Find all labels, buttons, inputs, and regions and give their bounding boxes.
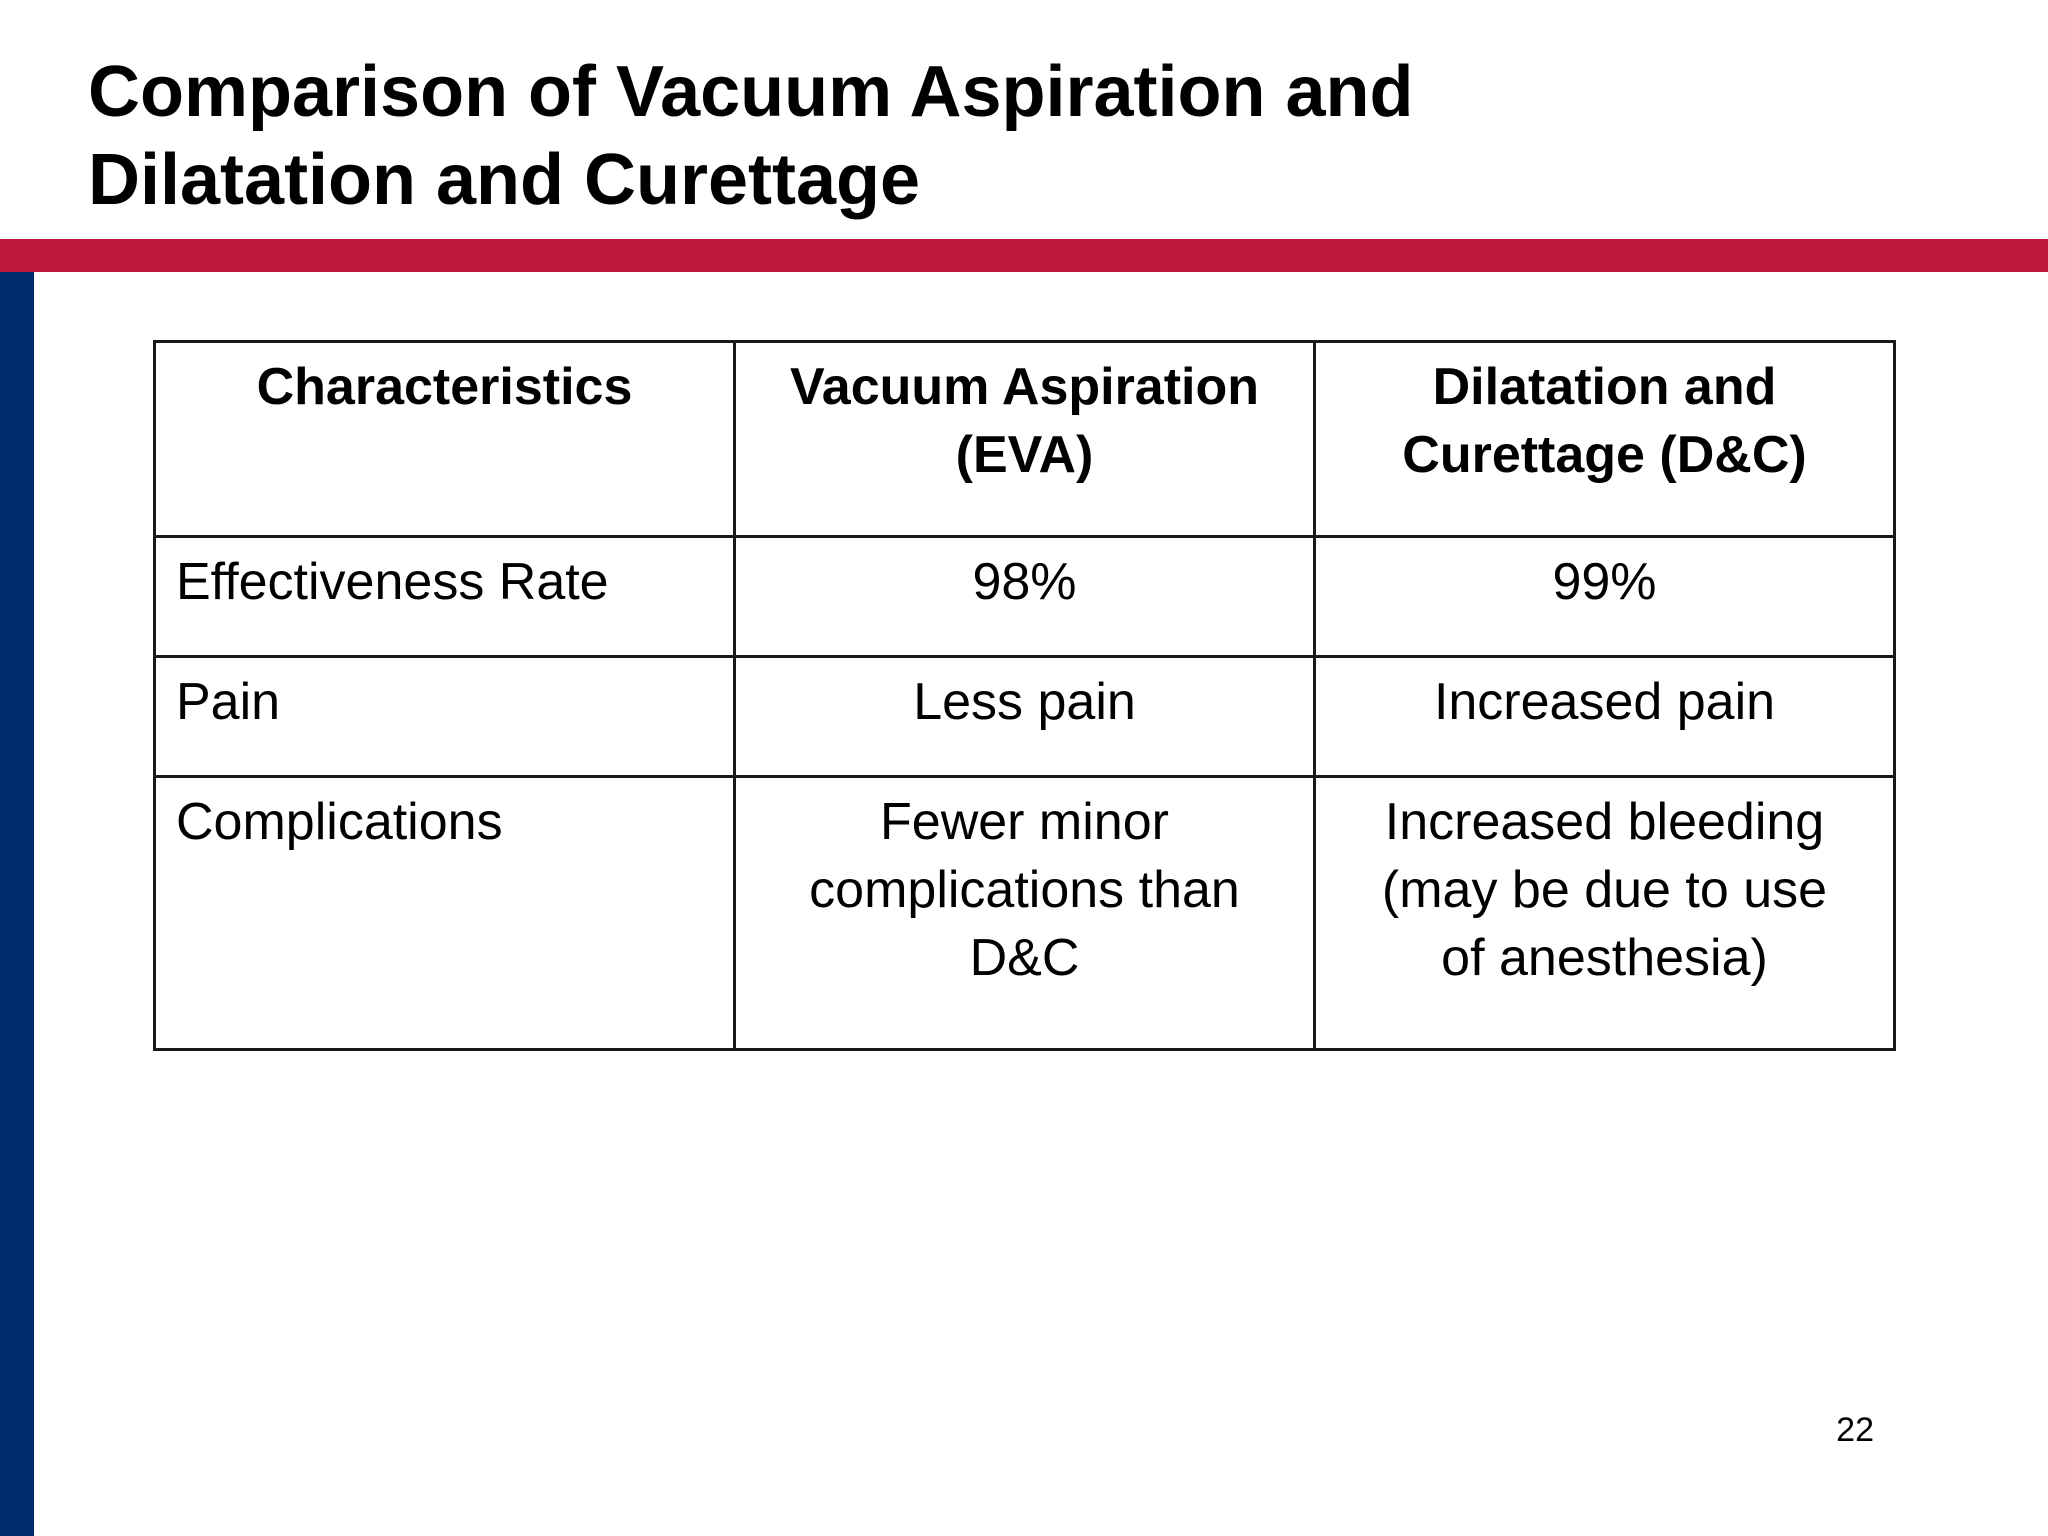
table-row (155, 777, 1895, 1050)
cell-eva-complications: Fewer minor complications than D&C (735, 777, 1315, 1050)
cell-eva-pain: Less pain (735, 657, 1315, 777)
cell-dc-complications: Increased bleeding (may be due to use of anesthesia) (1315, 777, 1895, 1050)
cell-eva-effectiveness: 98% (735, 537, 1315, 657)
row-label-pain: Pain (155, 657, 735, 777)
table-row (155, 657, 1895, 777)
blue-accent-bar (0, 272, 34, 1536)
red-accent-bar (0, 239, 2048, 272)
row-label-complications: Complications (155, 777, 735, 1050)
table-header-row (155, 342, 1895, 537)
table-row (155, 537, 1895, 657)
row-label-effectiveness: Effectiveness Rate (155, 537, 735, 657)
slide-title: Comparison of Vacuum Aspiration and Dilatation and Curettage (88, 52, 1414, 220)
header-characteristics: Characteristics (155, 342, 735, 537)
comparison-table-container (153, 340, 1896, 1051)
cell-dc-effectiveness: 99% (1315, 537, 1895, 657)
page-number: 22 (1836, 1411, 1874, 1449)
header-vacuum-aspiration: Vacuum Aspiration (EVA) (735, 342, 1315, 537)
header-dilatation-curettage: Dilatation and Curettage (D&C) (1315, 342, 1895, 537)
comparison-table (153, 340, 1896, 1051)
cell-dc-pain: Increased pain (1315, 657, 1895, 777)
